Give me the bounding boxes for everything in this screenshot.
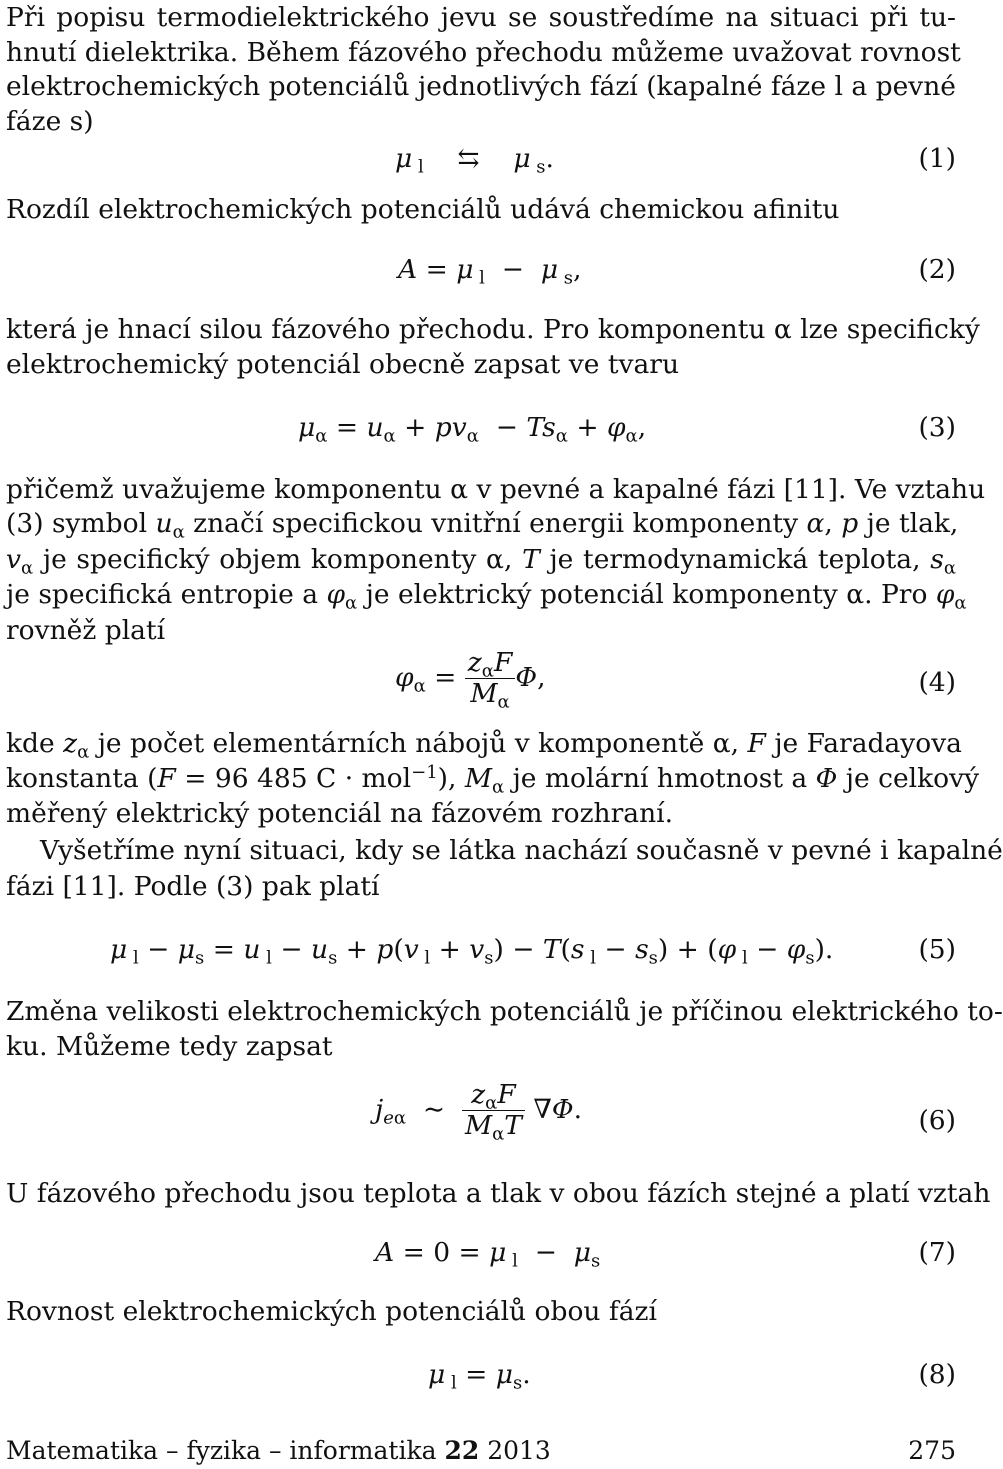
page-number: 275 — [908, 1436, 956, 1465]
text-line: rovněž platí — [6, 615, 166, 646]
equation-number: (6) — [918, 1105, 956, 1136]
equation-number: (3) — [918, 412, 956, 443]
equation-number: (4) — [918, 667, 956, 698]
equation-number: (5) — [918, 934, 956, 965]
text-line: kde $z_\alpha$ je počet elementárních nábojů v komponentě α, F je Faradayova — [6, 728, 962, 763]
text-line: Rovnost elektrochemických potenciálů obou fází — [6, 1296, 657, 1327]
text-line: Změna velikosti elektrochemických potenciálů je příčinou elektrického to- — [6, 996, 1003, 1027]
text-line: elektrochemických potenciálů jednotlivých fází (kapalné fáze l a pevné — [6, 71, 956, 102]
journal-volume: 22 — [444, 1436, 480, 1465]
text-line: elektrochemický potenciál obecně zapsat ve tvaru — [6, 349, 680, 380]
text-line: (3) symbol $u_\alpha$ značí specifickou vnitřní energii komponenty α, p je tlak, — [6, 508, 959, 543]
text-line: měřený elektrický potenciál na fázovém rozhraní. — [6, 798, 674, 829]
page-footer — [6, 1438, 956, 1463]
text-line: $v_\alpha$ je specifický objem komponenty α, T je termodynamická teplota, $s_\alpha$ — [6, 544, 956, 579]
text-line: hnutí dielektrika. Během fázového přechodu můžeme uvažovat rovnost — [6, 37, 961, 68]
text-line: přičemž uvažujeme komponentu α v pevné a kapalné fázi [11]. Ve vztahu — [6, 474, 986, 505]
text-line: ku. Můžeme tedy zapsat — [6, 1031, 333, 1062]
journal-year: 2013 — [487, 1436, 551, 1465]
equation-number: (2) — [918, 254, 956, 285]
text-line: konstanta (F = 96 485 C · mol$^{-1}$), $M_\alpha$ je molární hmotnost a Φ je celkový — [6, 762, 980, 798]
journal-name: Matematika – fyzika – informatika — [6, 1436, 437, 1465]
equation-number: (7) — [918, 1237, 956, 1268]
text-line: fáze s) — [6, 106, 94, 137]
text-line: Rozdíl elektrochemických potenciálů udává chemickou afinitu — [6, 194, 840, 225]
equation-number: (1) — [918, 143, 956, 174]
text-line: Při popisu termodielektrického jevu se soustředíme na situaci při tu- — [6, 2, 956, 33]
text-line: fázi [11]. Podle (3) pak platí — [6, 871, 380, 902]
text-line: Vyšetříme nyní situaci, kdy se látka nachází současně v pevné i kapalné — [40, 835, 1003, 866]
text-line: U fázového přechodu jsou teplota a tlak v obou fázích stejné a platí vztah — [6, 1178, 991, 1209]
text-line: která je hnací silou fázového přechodu. Pro komponentu α lze specifický — [6, 314, 980, 345]
equation-number: (8) — [918, 1359, 956, 1390]
text-line: je specifická entropie a $\varphi_\alpha$ je elektrický potenciál komponenty α. Pro $\varphi_\alpha$ — [6, 579, 967, 614]
